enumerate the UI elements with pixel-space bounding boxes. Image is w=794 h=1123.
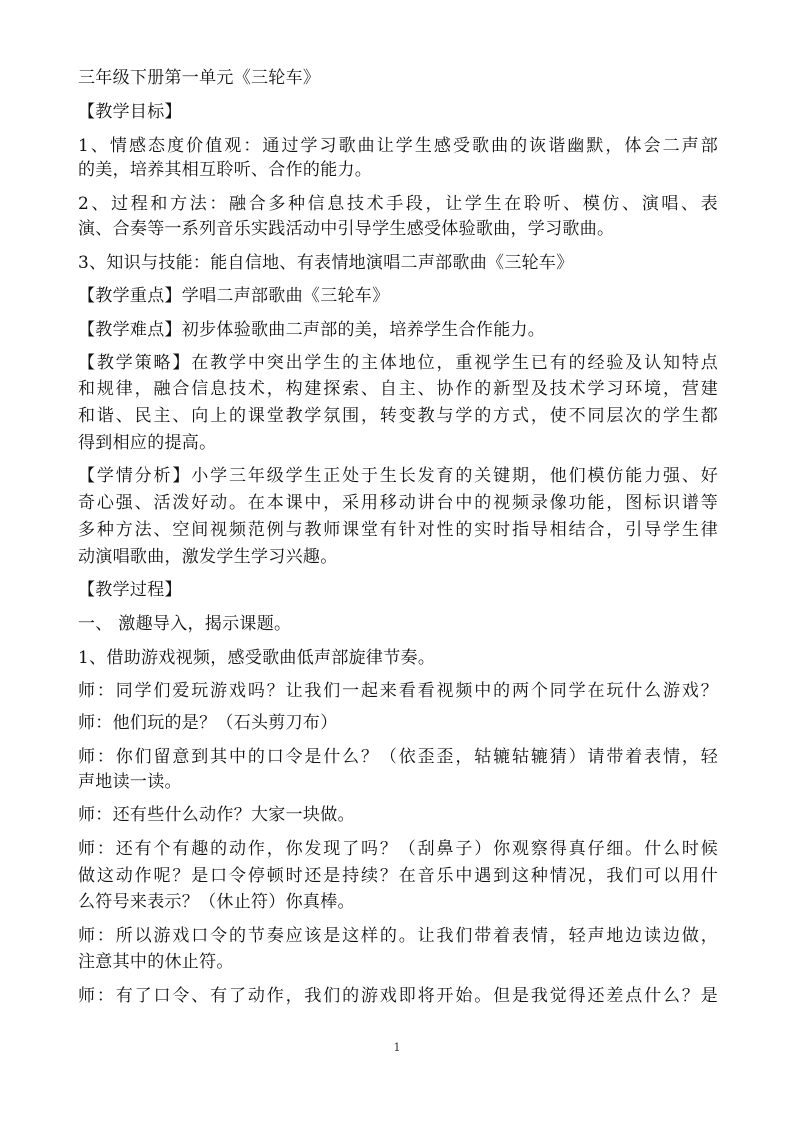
text-line: 注意其中的休止符。 xyxy=(78,952,234,972)
section-heading-key-point: 【教学重点】学唱二声部歌曲《三轮车》 xyxy=(78,286,390,306)
text-line: 么符号来表示？（休止符）你真棒。 xyxy=(78,892,355,912)
dialogue-line: 师：还有些什么动作？大家一块做。 xyxy=(78,805,355,825)
text-line: 动演唱歌曲，激发学生学习兴趣。 xyxy=(78,547,338,567)
page-number: 1 xyxy=(393,1041,401,1054)
document-title: 三年级下册第一单元《三轮车》 xyxy=(78,68,321,88)
text-line: 3、知识与技能：能自信地、有表情地演唱二声部歌曲《三轮车》 xyxy=(78,253,574,273)
text-line: 奇心强、活泼好动。在本课中，采用移动讲台中的视频录像功能，图标识谱等 xyxy=(78,493,718,513)
step-heading: 一、 激趣导入，揭示课题。 xyxy=(78,614,292,634)
text-line: 演、合奏等一系列音乐实践活动中引导学生感受体验歌曲，学习歌曲。 xyxy=(78,219,615,239)
text-line: 做这动作呢？是口令停顿时还是持续？在音乐中遇到这种情况，我们可以用什 xyxy=(78,866,718,886)
dialogue-line: 师：同学们爱玩游戏吗？让我们一起来看看视频中的两个同学在玩什么游戏？ xyxy=(78,681,718,701)
section-heading-process: 【教学过程】 xyxy=(78,580,182,600)
text-line: 多种方法、空间视频范例与教师课堂有针对性的实时指导相结合，引导学生律 xyxy=(78,520,718,540)
dialogue-line: 师：所以游戏口令的节奏应该是这样的。让我们带着表情，轻声地边读边做， xyxy=(78,926,718,946)
text-line: 声地读一读。 xyxy=(78,772,182,792)
section-heading-strategy: 【教学策略】在教学中突出学生的主体地位，重视学生已有的经验及认知特点 xyxy=(78,353,718,373)
text-line: 得到相应的提高。 xyxy=(78,433,217,453)
section-heading-analysis: 【学情分析】小学三年级学生正处于生长发育的关键期，他们模仿能力强、好 xyxy=(78,466,718,486)
dialogue-line: 师：他们玩的是？（石头剪刀布） xyxy=(78,713,338,733)
text-line: 1、情感态度价值观：通过学习歌曲让学生感受歌曲的诙谐幽默，体会二声部 xyxy=(78,136,718,156)
dialogue-line: 师：有了口令、有了动作，我们的游戏即将开始。但是我觉得还差点什么？是 xyxy=(78,986,718,1006)
dialogue-line: 师：你们留意到其中的口令是什么？（依歪歪，轱辘轱辘猜）请带着表情，轻 xyxy=(78,747,718,767)
text-line: 和谐、民主、向上的课堂教学氛围，转变教与学的方式，使不同层次的学生都 xyxy=(78,406,718,426)
dialogue-line: 师：还有个有趣的动作，你发现了吗？（刮鼻子）你观察得真仔细。什么时候 xyxy=(78,839,718,859)
text-line: 2、过程和方法：融合多种信息技术手段，让学生在聆听、模仿、演唱、表 xyxy=(78,194,718,214)
section-heading-goals: 【教学目标】 xyxy=(78,102,182,122)
section-heading-difficulty: 【教学难点】初步体验歌曲二声部的美，培养学生合作能力。 xyxy=(78,320,546,340)
text-line: 和规律，融合信息技术，构建探索、自主、协作的新型及技术学习环境，营建 xyxy=(78,379,718,399)
step-subheading: 1、借助游戏视频，感受歌曲低声部旋律节奏。 xyxy=(78,648,436,668)
text-line: 的美，培养其相互聆听、合作的能力。 xyxy=(78,160,373,180)
